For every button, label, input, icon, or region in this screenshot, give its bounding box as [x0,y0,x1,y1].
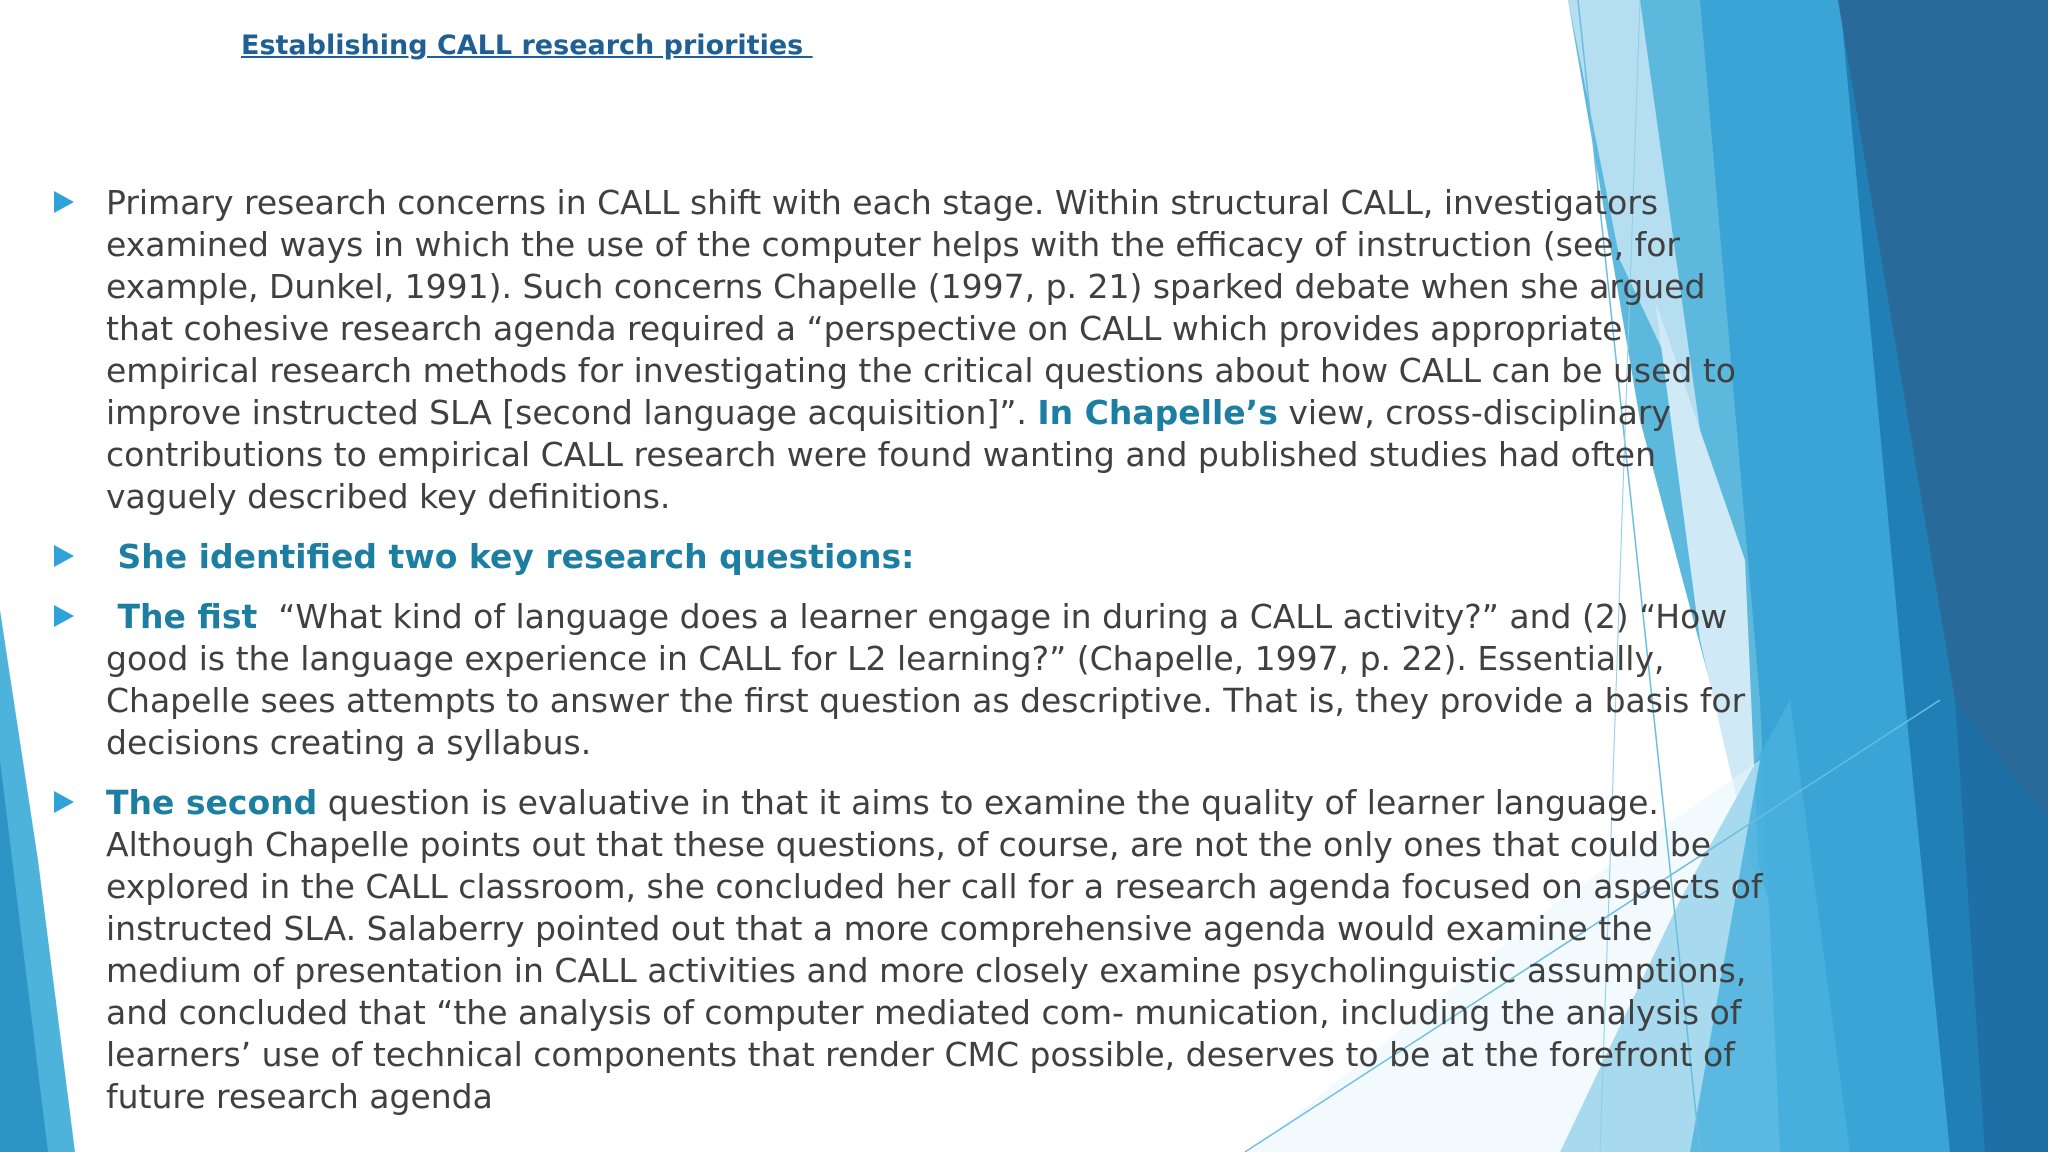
bullet-highlight: The second [106,783,318,822]
bullet-text: “What kind of language does a learner engage in during a CALL activity?” and (2) “How good is the language experience in CALL for L2 learning?” (Chapelle, 1997, p. 22). Essentially, Chapelle sees attempts to answer the first question as descriptive. That is, they provide a basis for decisions creating a syllabus. [106,597,1756,762]
bullet-item [52,782,1772,1118]
bullet-item [52,536,1772,578]
bullet-text: view, cross-disciplinary contributions to empirical CALL research were found wanting and published studies had often vaguely described key definitions. [106,393,1671,516]
bullet-highlight: In Chapelle’s [1037,393,1278,432]
slide-body [52,182,1772,1136]
bullet-text: Primary research concerns in CALL shift with each stage. Within structural CALL, investigators examined ways in which the use of the computer helps with the efficacy of instruction (see, for example, Dunkel, 1991). Such concerns Chapelle (1997, p. 21) sparked debate when she argued that cohesive research agenda required a “perspective on CALL which provides appropriate empirical research methods for investigating the critical questions about how CALL can be used to improve instructed SLA [second language acquisition]”. [106,183,1736,432]
bullet-arrow-icon [54,545,74,567]
bullet-highlight: The fist [106,597,258,636]
bullet-arrow-icon [54,605,74,627]
slide-title: Establishing CALL research priorities [241,30,813,61]
bullet-item [52,182,1772,518]
bullet-item [52,596,1772,764]
bullet-arrow-icon [54,191,74,213]
bullet-arrow-icon [54,791,74,813]
bullet-highlight: She identified two key research questions: [106,537,915,576]
bullet-text: question is evaluative in that it aims to examine the quality of learner language. Although Chapelle points out that these questions, of course, are not the only ones that could be explored in the CALL classroom, she concluded her call for a research agenda focused on aspects of instructed SLA. Salaberry pointed out that a more comprehensive agenda would examine the medium of presentation in CALL activities and more closely examine psycholinguistic assumptions, and concluded that “the analysis of computer mediated com- munication, including the analysis of learners’ use of technical components that render CMC possible, deserves to be at the forefront of future research agenda [106,783,1763,1116]
